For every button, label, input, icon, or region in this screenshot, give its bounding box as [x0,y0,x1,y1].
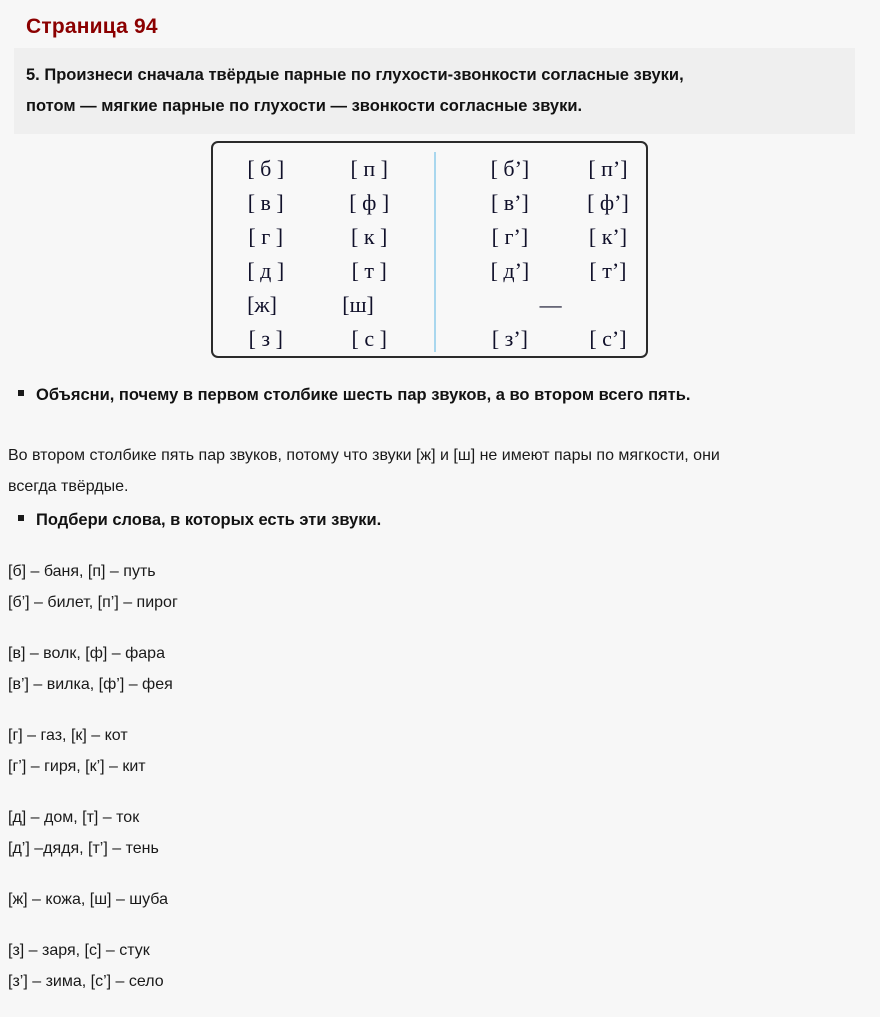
question-one-text: Объясни, почему в первом столбике шесть пар звуков, а во втором всего пять. [36,386,691,404]
hard-voiced-cell: [ д ] [247,258,285,283]
soft-voiceless-cell: [ п’] [588,156,628,181]
hard-voiced-cell: [ з ] [248,326,283,351]
soft-voiced-cell: [ г’] [491,224,529,249]
task-line-1: 5. Произнеси сначала твёрдые парные по глухости-звонкости согласные звуки, [26,66,684,84]
soft-voiced-cell: [ в’] [490,190,529,215]
answer-line: [б] – баня, [п] – путь [8,563,156,580]
soft-voiceless-cell: [ с’] [589,326,627,351]
row-spacer [395,288,413,322]
answer-line: [з] – заря, [с] – стук [8,942,150,959]
answer-line: Во втором столбике пять пар звуков, потому что звуки [ж] и [ш] не имеют пары по мягкости, они [8,447,720,464]
soft-voiced-cell: [ з’] [491,326,528,351]
answer-group [8,720,528,782]
hard-voiced-cell: [ж] [247,292,277,317]
row-spacer [410,322,430,356]
hard-voiceless-cell: [ к ] [351,224,388,249]
question-two-text: Подбери слова, в которых есть эти звуки. [36,511,382,529]
task-statement [14,48,855,134]
question-two-bullet [18,511,381,530]
row-spacer [410,220,430,254]
soft-voiced-cell: [ д’] [490,258,530,283]
task-line-2: потом — мягкие парные по глухости — звонкости согласные звуки. [26,97,583,115]
sound-row [213,152,646,186]
question-one-bullet [18,386,691,405]
hard-voiceless-cell: [ п ] [350,156,388,181]
answer-line: [в] – волк, [ф] – фара [8,645,165,662]
sound-pairs-box [211,141,648,358]
answer-line: [д’] –дядя, [т’] – тень [8,840,159,857]
question-one-answer [8,440,868,502]
soft-voiced-cell: [ б’] [490,156,530,181]
answer-line: [ж] – кожа, [ш] – шуба [8,891,168,908]
square-bullet-icon [18,390,24,396]
sound-row [213,254,646,288]
hard-voiceless-cell: [ш] [342,292,374,317]
question-two-answers [8,556,528,1017]
answer-line: всегда твёрдые. [8,478,129,495]
soft-voiceless-cell: [ ф’] [587,190,629,215]
answer-group [8,935,528,997]
answer-group [8,556,528,618]
answer-group [8,802,528,864]
sound-row [213,220,646,254]
hard-voiced-cell: [ б ] [247,156,285,181]
square-bullet-icon [18,515,24,521]
hard-voiceless-cell: [ ф ] [349,190,390,215]
hard-voiceless-cell: [ т ] [351,258,387,283]
sound-row [213,322,646,356]
soft-voiceless-cell: [ т’] [589,258,627,283]
soft-pair-absent-dash: — [539,292,562,317]
row-spacer [410,186,430,220]
answer-group [8,884,528,915]
answer-line: [в’] – вилка, [ф’] – фея [8,676,173,693]
hard-voiced-cell: [ г ] [248,224,284,249]
answer-group [8,638,528,700]
sound-row [213,288,646,322]
hard-voiceless-cell: [ с ] [351,326,387,351]
answer-line: [г’] – гиря, [к’] – кит [8,758,146,775]
sound-pairs-grid [213,152,646,356]
page-title: Страница 94 [26,15,158,38]
answer-line: [д] – дом, [т] – ток [8,809,140,826]
hard-voiced-cell: [ в ] [247,190,284,215]
answer-line: [б’] – билет, [п’] – пирог [8,594,178,611]
answer-line: [г] – газ, [к] – кот [8,727,128,744]
row-spacer [410,152,430,186]
soft-voiceless-cell: [ к’] [588,224,628,249]
answer-line: [з’] – зима, [с’] – село [8,973,164,990]
sound-row [213,186,646,220]
row-spacer [410,254,430,288]
